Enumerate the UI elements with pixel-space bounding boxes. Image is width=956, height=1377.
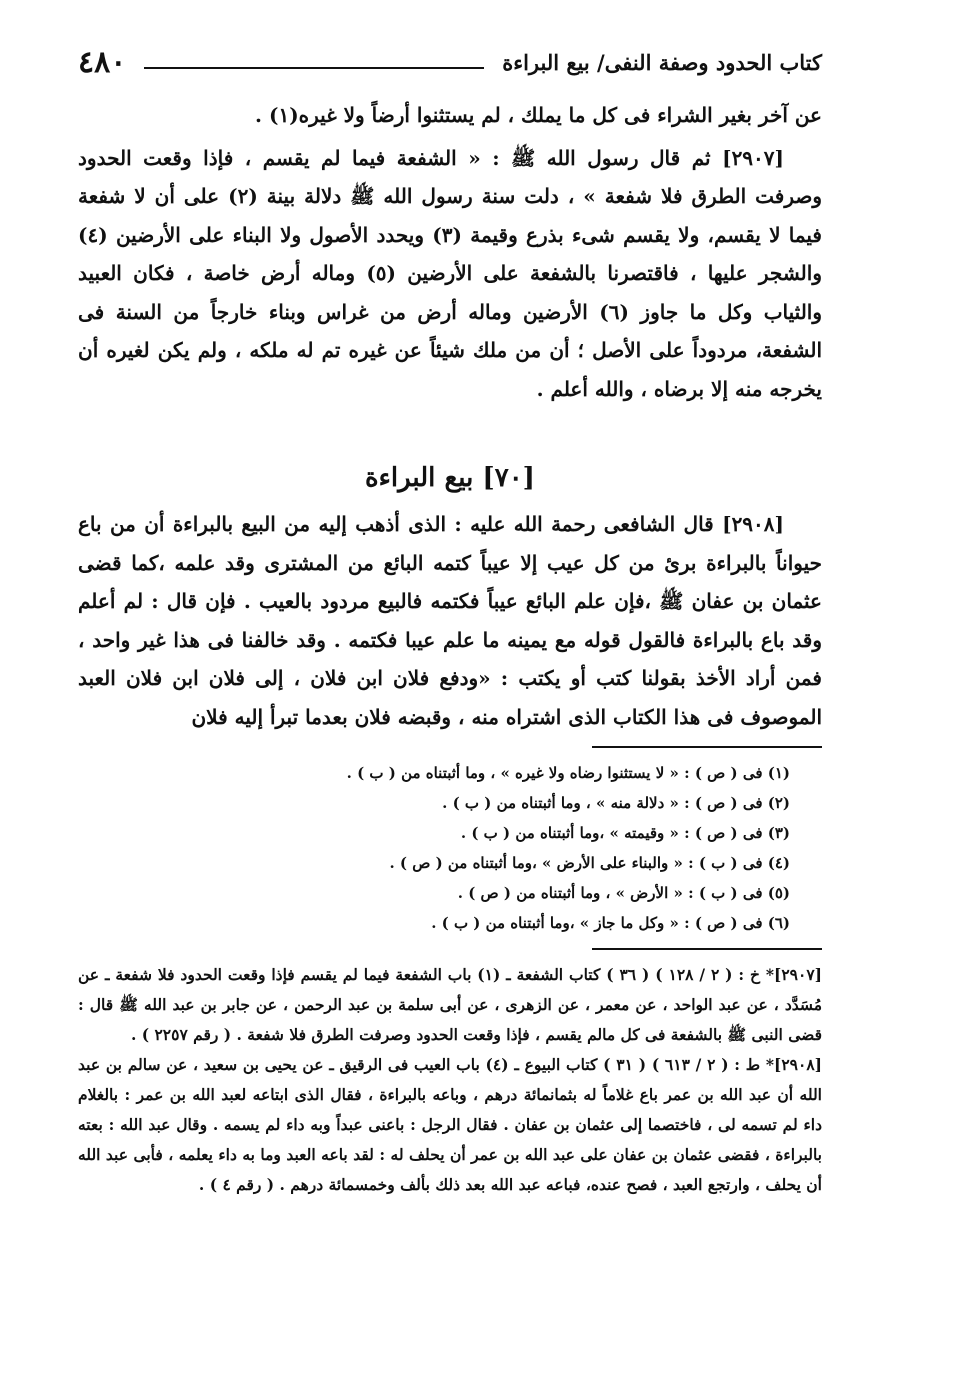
- paragraph-2908: [٢٩٠٨] قال الشافعى رحمة الله عليه : الذى أذهب إليه من البيع بالبراءة أن من باع حيواناً بالبراءة برئ من كل عيب إلا عيباً كتمه البائع من المشترى وقد علمه ،كما قضى عثمان بن عفان ﷺ ،فإن علم البائع عيباً فكتمه فالبيع مردود بالعيب . فإن قال : لم أعلم وقد باع بالبراءة فالقول قوله مع يمينه ما علم عيبا فكتمه . وقد خالفنا فى هذا غير واحد ، فمن أراد الأخذ بقولنا كتب أو يكتب : «ودفع فلان ابن فلان ، إلى فلان ابن فلان العبد الموصوف فى هذا الكتاب الذى اشتراه منه ، وقبضه فلان بعدما تبرأ إليه فلان: [78, 512, 822, 729]
- footnote-item: (٣) فى ( ص ) : « وقيمته » ،وما أثبتناه من ( ب ) .: [460, 824, 790, 842]
- footnote-item: (٥) فى ( ب ) : « الأرض » ، وما أثبتناه من ( ص ) .: [457, 884, 790, 902]
- page-header: [78, 42, 822, 82]
- footnote-item: (١) فى ( ص ) : « لا يستثنوا رضاه ولا غيره » ، وما أثبتناه من ( ب ) .: [346, 764, 790, 782]
- page-number: ٤٨٠: [78, 44, 127, 80]
- source-separator: [592, 948, 822, 950]
- header-rule: [144, 67, 484, 69]
- paragraph-2907: [٢٩٠٧] ثم قال رسول الله ﷺ : « الشفعة فيما لم يقسم ، فإذا وقعت الحدود وصرفت الطرق فلا شفعة » ، دلت سنة رسول الله ﷺ دلالة بينة (٢) على أن لا شفعة فيما لا يقسم، ولا يقسم شىء بذرع وقيمة (٣) ويحدد الأصول ولا البناء على الأرضين (٤) والشجر عليها ، فاقتصرنا بالشفعة على الأرضين (٥) وماله أرض خاصة ، فكان العبيد والثياب وكل ما جاوز (٦) الأرضين وماله أرض من غراس وبناء خارجاً من السنة فى الشفعة، مردوداً على الأصل ؛ أن من ملك شيئاً عن غيره تم له ملكه ، ولم يكن لغيره أن يخرجه منه إلا برضاه ، والله أعلم .: [78, 145, 823, 401]
- footnotes: [78, 758, 790, 938]
- footnote-item: (٤) فى ( ب ) : « والبناء على الأرض » ،وما أثبتناه من ( ص ) .: [389, 854, 790, 872]
- footnote-item: (٢) فى ( ص ) : « دلالة منه » ، وما أثبتناه من ( ب ) .: [442, 794, 790, 812]
- source-note-2907: [٢٩٠٧]* خ : ( ٢ / ١٢٨ ) ( ٣٦ ) كتاب الشفعة ـ (١) باب الشفعة فيما لم يقسم فإذا وقعت الحدود فلا شفعة ـ عن مُسَدَّد ، عن عبد الواحد ، عن معمر ، عن الزهرى ، عن أبى سلمة بن عبد الرحمن ، عن جابر بن عبد الله ﷺ قال : قضى النبى ﷺ بالشفعة فى كل مالم يقسم ، فإذا وقعت الحدود وصرفت الطرق فلا شفعة . ( رقم ٢٢٥٧ ) .: [78, 965, 822, 1044]
- page-body: [78, 96, 822, 1200]
- section-title: [٧٠] بيع البراءة: [365, 463, 535, 493]
- source-note-2908: [٢٩٠٨]* ط : ( ٢ / ٦١٣ ) ( ٣١ ) كتاب البيوع ـ (٤) باب العيب فى الرقيق ـ عن يحيى بن سعيد ، عن سالم بن عبد الله أن عبد الله بن عمر باع غلاماً له بثمانمائة درهم ، وباعه بالبراءة ، فقال الذى ابتاعه لعبد الله بن عمر : بالغلام داء لم تسمه لى ، فاختصما إلى عثمان بن عفان . فقال الرجل : باعنى عبداً وبه داء لم يسمه . وقال عبد الله : بعته بالبراءة ، فقضى عثمان بن عفان على عبد الله بن عمر أن يحلف له : لقد باعه العبد وما به داء يعلمه ، فأبى عبد الله أن يحلف ، وارتجع العبد ، فصح عنده، فباعه عبد الله بعد ذلك بألف وخمسمائة درهم . ( رقم ٤ ) .: [78, 1055, 822, 1194]
- running-title: كتاب الحدود وصفة النفى/ بيع البراءة: [502, 49, 822, 75]
- footnote-item: (٦) فى ( ص ) : « وكل ما جاز » ،وما أثبتناه من ( ب ) .: [431, 914, 790, 932]
- paragraph-continuation: عن آخر بغير الشراء فى كل ما يملك ، لم يستثنوا أرضاً ولا غيره(١) .: [255, 103, 822, 127]
- footnote-separator: [592, 746, 822, 748]
- source-notes: [78, 960, 822, 1200]
